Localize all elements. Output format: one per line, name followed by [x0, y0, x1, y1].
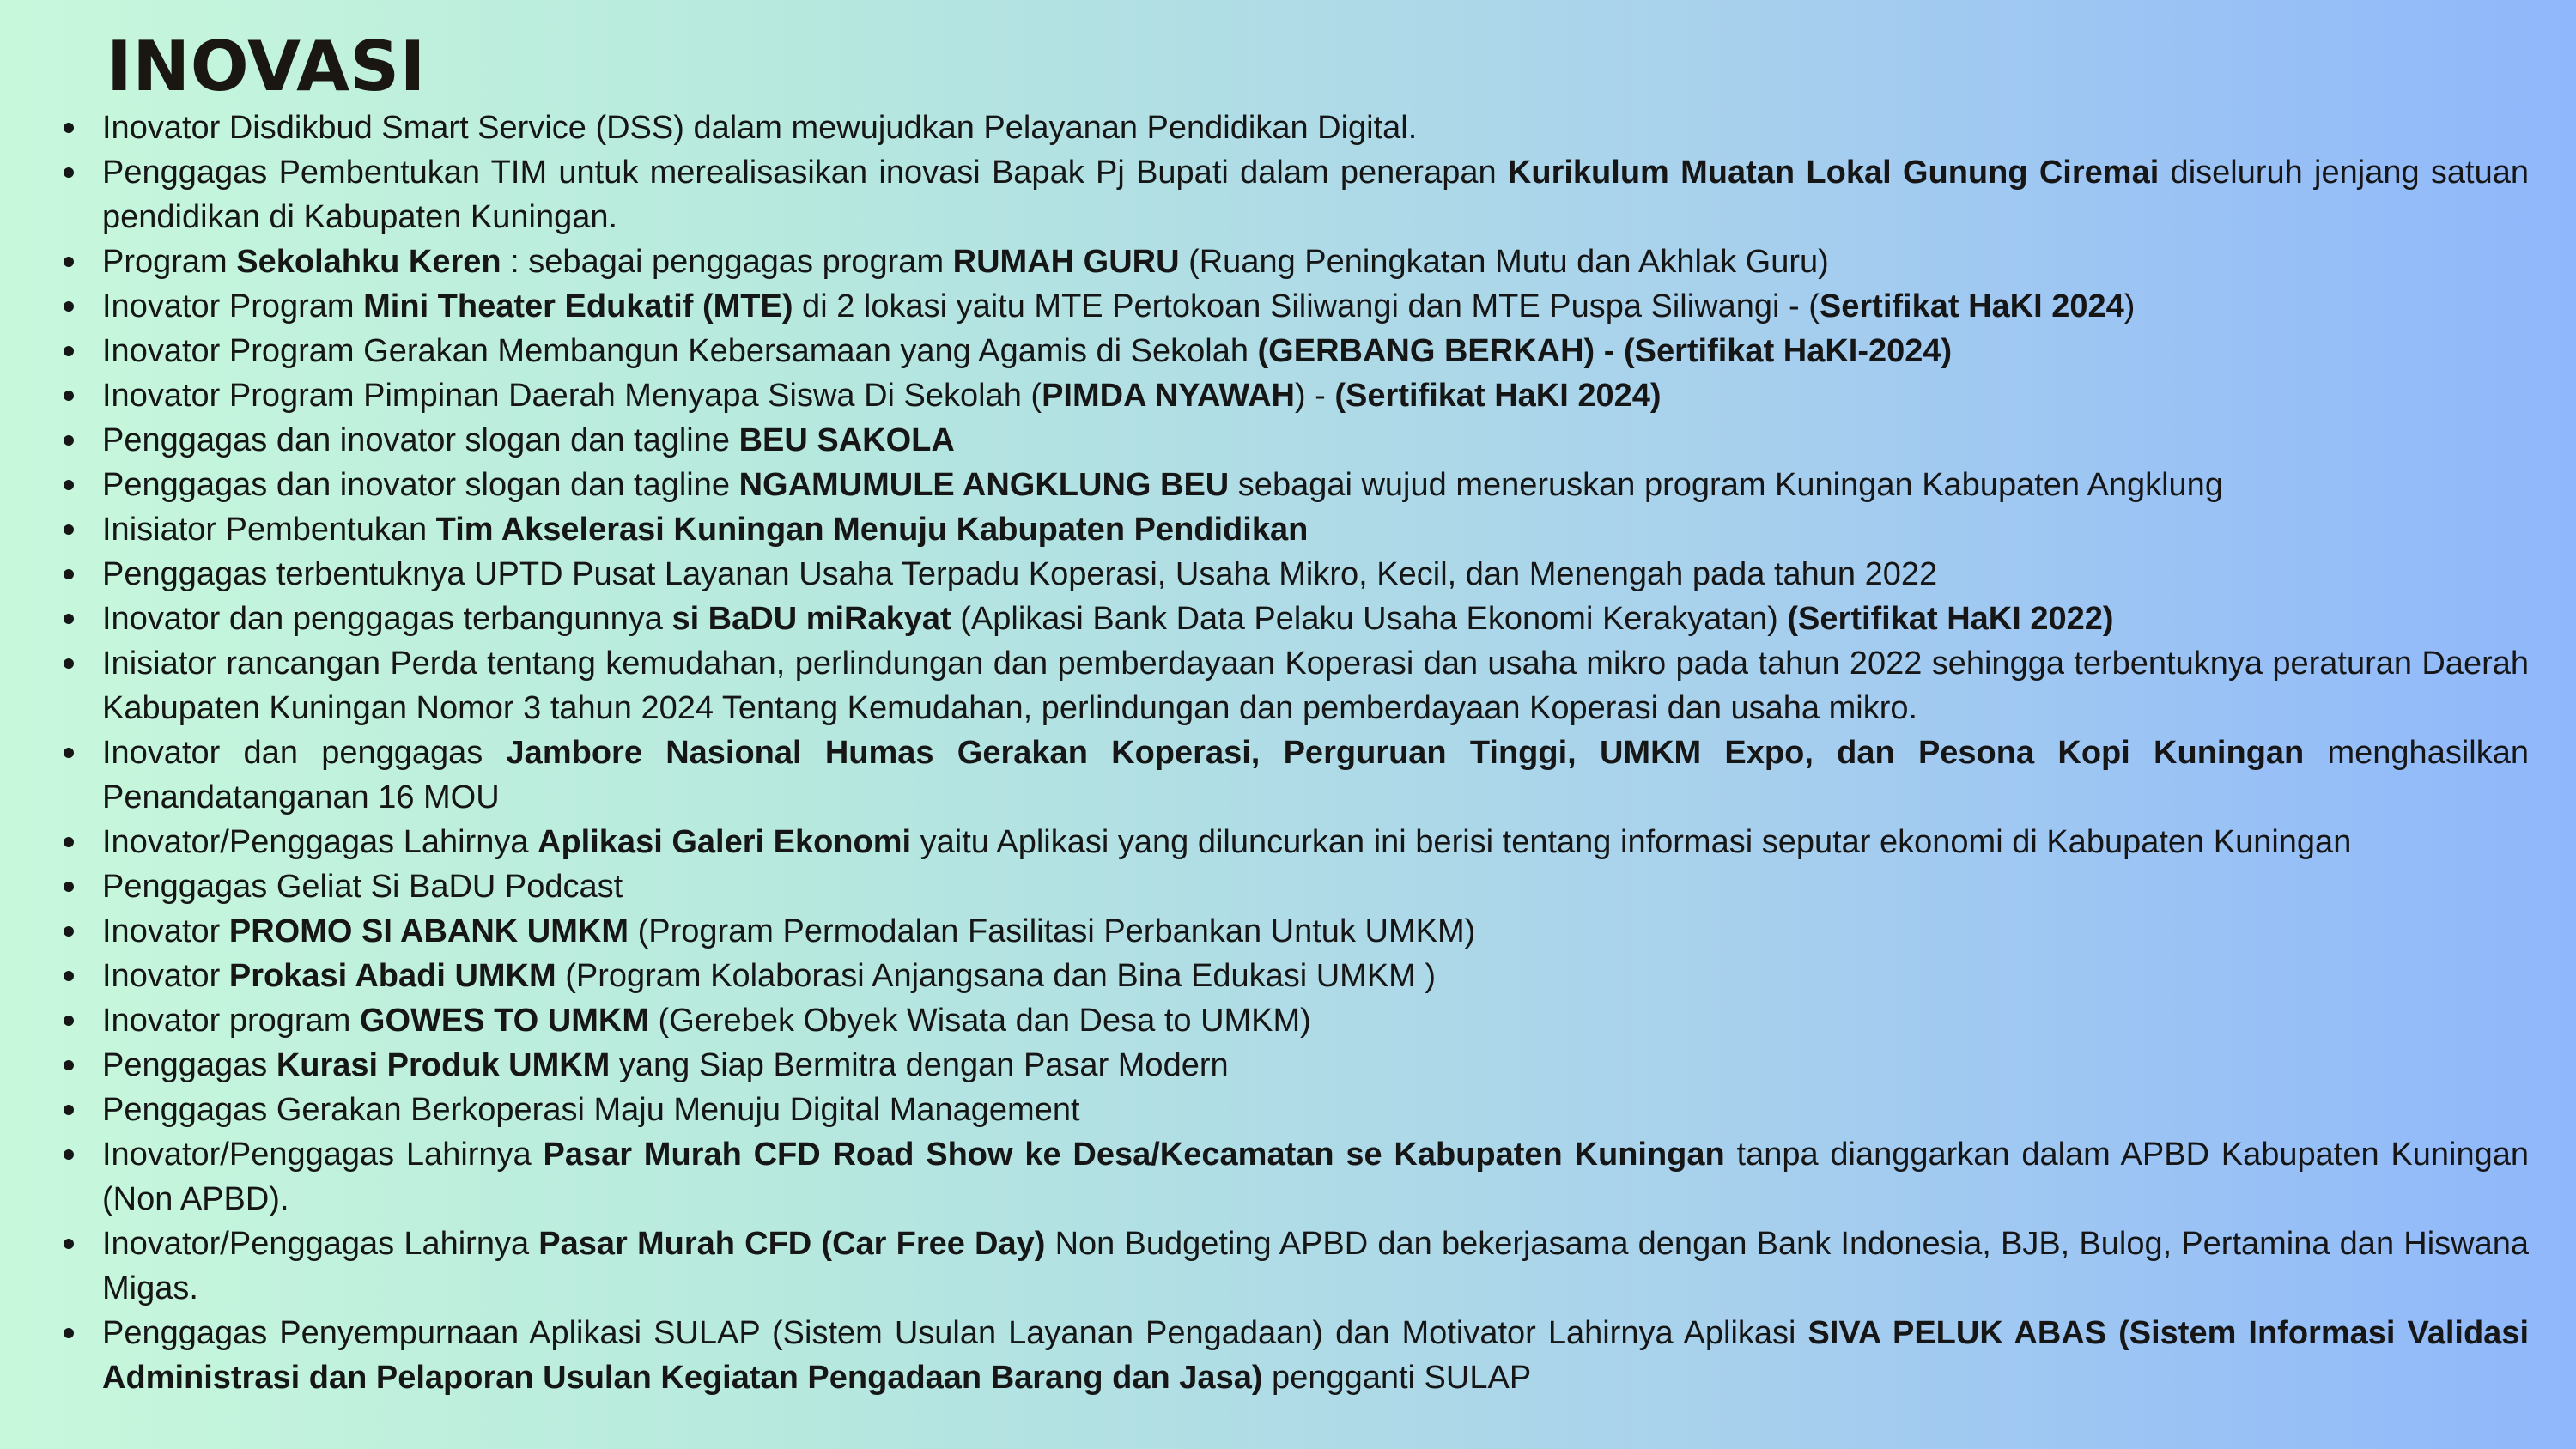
list-item [102, 954, 2529, 998]
list-item-text: Inovator dan penggagas terbangunnya [102, 601, 672, 637]
list-item-text: Inovator Program [102, 288, 364, 324]
list-item-bold-text: (GERBANG BERKAH) - (Sertifikat HaKI-2024) [1257, 333, 1953, 369]
list-item-bold-text: RUMAH GURU [952, 244, 1180, 280]
list-item-bold-text: Aplikasi Galeri Ekonomi [538, 824, 912, 860]
list-item-text: pengganti SULAP [1262, 1360, 1532, 1396]
list-item [102, 909, 2529, 954]
list-item-text: (Aplikasi Bank Data Pelaku Usaha Ekonomi Kerakyatan) [951, 601, 1788, 637]
list-item-text: sebagai wujud meneruskan program Kuningan Kabupaten Angklung [1229, 467, 2223, 503]
list-item-bold-text: Sekolahku Keren [236, 244, 501, 280]
list-item [102, 864, 2529, 909]
list-item-bold-text: Kurasi Produk UMKM [276, 1047, 611, 1083]
list-item-text: Penggagas Gerakan Berkoperasi Maju Menuju Digital Management [102, 1092, 1080, 1128]
list-item [102, 329, 2529, 373]
list-item-text: Penggagas terbentuknya UPTD Pusat Layanan Usaha Terpadu Koperasi, Usaha Mikro, Kecil, dan Menengah pada tahun 2022 [102, 556, 1938, 592]
list-item [102, 641, 2529, 731]
list-item-text: Inovator Program Gerakan Membangun Kebersamaan yang Agamis di Sekolah [102, 333, 1258, 369]
list-item-text: Inovator [102, 958, 229, 994]
list-item-text: Penggagas Geliat Si BaDU Podcast [102, 869, 623, 905]
list-item [102, 1222, 2529, 1311]
list-item-bold-text: si BaDU miRakyat [671, 601, 951, 637]
list-item-text: Inovator dan penggagas [102, 735, 507, 771]
list-item-text: Penggagas dan inovator slogan dan tagline [102, 467, 739, 503]
list-item-text: ) [2123, 288, 2136, 324]
list-item-text: yang Siap Bermitra dengan Pasar Modern [610, 1047, 1229, 1083]
list-item-text: Inovator/Penggagas Lahirnya [102, 1137, 544, 1173]
list-item [102, 373, 2529, 418]
list-item-text: yaitu Aplikasi yang diluncurkan ini berisi tentang informasi seputar ekonomi di Kabupaten Kuningan [911, 824, 2352, 860]
list-item [102, 1043, 2529, 1088]
list-item-text: ) - [1294, 378, 1335, 414]
list-item-bold-text: (Sertifikat HaKI 2022) [1787, 601, 2114, 637]
list-item-text: Inisiator rancangan Perda tentang kemudahan, perlindungan dan pemberdayaan Koperasi dan usaha mikro pada tahun 2022 sehingga terbentuknya peraturan Daerah Kabupaten Kuningan Nomor 3 tahun 2024 Tentang Kemudahan, perlindungan dan pemberdayaan Koperasi dan usaha mikro. [102, 646, 2529, 726]
list-item-text: Inovator/Penggagas Lahirnya [102, 824, 538, 860]
innovation-list [102, 106, 2529, 1400]
list-item-bold-text: (Sertifikat HaKI 2024) [1334, 378, 1662, 414]
list-item-text: Inovator [102, 913, 229, 949]
list-item-bold-text: Pasar Murah CFD Road Show ke Desa/Kecamatan se Kabupaten Kuningan [543, 1137, 1725, 1173]
list-item [102, 106, 2529, 150]
list-item-bold-text: Sertifikat HaKI 2024 [1819, 288, 2124, 324]
list-item-bold-text: Jambore Nasional Humas Gerakan Koperasi, Perguruan Tinggi, UMKM Expo, dan Pesona Kopi Kuningan [506, 735, 2305, 771]
list-item-text: di 2 lokasi yaitu MTE Pertokoan Siliwangi dan MTE Puspa Siliwangi - ( [793, 288, 1820, 324]
list-item-bold-text: BEU SAKOLA [738, 422, 955, 458]
list-item-text: Inovator/Penggagas Lahirnya [102, 1226, 539, 1262]
list-item [102, 1132, 2529, 1222]
list-item [102, 463, 2529, 507]
list-item [102, 820, 2529, 864]
list-item-text: (Gerebek Obyek Wisata dan Desa to UMKM) [649, 1003, 1311, 1039]
list-item [102, 597, 2529, 641]
list-item [102, 998, 2529, 1043]
list-item-text: Penggagas Penyempurnaan Aplikasi SULAP (Sistem Usulan Layanan Pengadaan) dan Motivator Lahirnya Aplikasi [102, 1315, 1808, 1351]
list-item-bold-text: Kurikulum Muatan Lokal Gunung Ciremai [1507, 155, 2160, 191]
list-item [102, 731, 2529, 820]
list-item-text: menghasilkan Penandatanganan 16 MOU [102, 735, 2529, 815]
list-item-text: (Program Kolaborasi Anjangsana dan Bina Edukasi UMKM ) [556, 958, 1437, 994]
list-item-bold-text: NGAMUMULE ANGKLUNG BEU [738, 467, 1230, 503]
list-item [102, 507, 2529, 552]
list-item-text: Inovator Program Pimpinan Daerah Menyapa Siswa Di Sekolah ( [102, 378, 1042, 414]
list-item-text: Penggagas dan inovator slogan dan tagline [102, 422, 739, 458]
list-item [102, 150, 2529, 239]
list-item-text: Inovator program [102, 1003, 360, 1039]
list-item-bold-text: Prokasi Abadi UMKM [228, 958, 556, 994]
list-item [102, 1088, 2529, 1132]
list-item [102, 552, 2529, 597]
list-item-text: Penggagas Pembentukan TIM untuk merealisasikan inovasi Bapak Pj Bupati dalam penerapan [102, 155, 1508, 191]
list-item-text: Non Budgeting APBD dan bekerjasama dengan Bank Indonesia, BJB, Bulog, Pertamina dan Hiswana Migas. [102, 1226, 2529, 1307]
list-item-bold-text: PROMO SI ABANK UMKM [228, 913, 629, 949]
list-item-text: (Ruang Peningkatan Mutu dan Akhlak Guru) [1179, 244, 1829, 280]
list-item-bold-text: GOWES TO UMKM [359, 1003, 649, 1039]
list-item [102, 284, 2529, 329]
list-item [102, 239, 2529, 284]
list-item-text: Inovator Disdikbud Smart Service (DSS) dalam mewujudkan Pelayanan Pendidikan Digital. [102, 110, 1418, 146]
list-item-bold-text: Pasar Murah CFD (Car Free Day) [538, 1226, 1046, 1262]
list-item-text: diseluruh jenjang satuan pendidikan di Kabupaten Kuningan. [102, 155, 2529, 235]
list-item-bold-text: SIVA PELUK ABAS (Sistem Informasi Validasi Administrasi dan Pelaporan Usulan Kegiatan Pengadaan Barang dan Jasa) [102, 1315, 2530, 1396]
list-item-text: Penggagas [102, 1047, 276, 1083]
list-item-bold-text: Mini Theater Edukatif (MTE) [363, 288, 793, 324]
page-title: INOVASI [106, 27, 426, 106]
list-item [102, 418, 2529, 463]
list-item-text: Program [102, 244, 237, 280]
list-item-bold-text: Tim Akselerasi Kuningan Menuju Kabupaten Pendidikan [435, 512, 1309, 548]
list-item-text: : sebagai penggagas program [501, 244, 953, 280]
list-item-bold-text: PIMDA NYAWAH [1042, 378, 1295, 414]
list-item-text: tanpa dianggarkan dalam APBD Kabupaten Kuningan (Non APBD). [102, 1137, 2530, 1217]
list-item-text: (Program Permodalan Fasilitasi Perbankan Untuk UMKM) [629, 913, 1476, 949]
list-item [102, 1311, 2529, 1400]
list-item-text: Inisiator Pembentukan [102, 512, 436, 548]
